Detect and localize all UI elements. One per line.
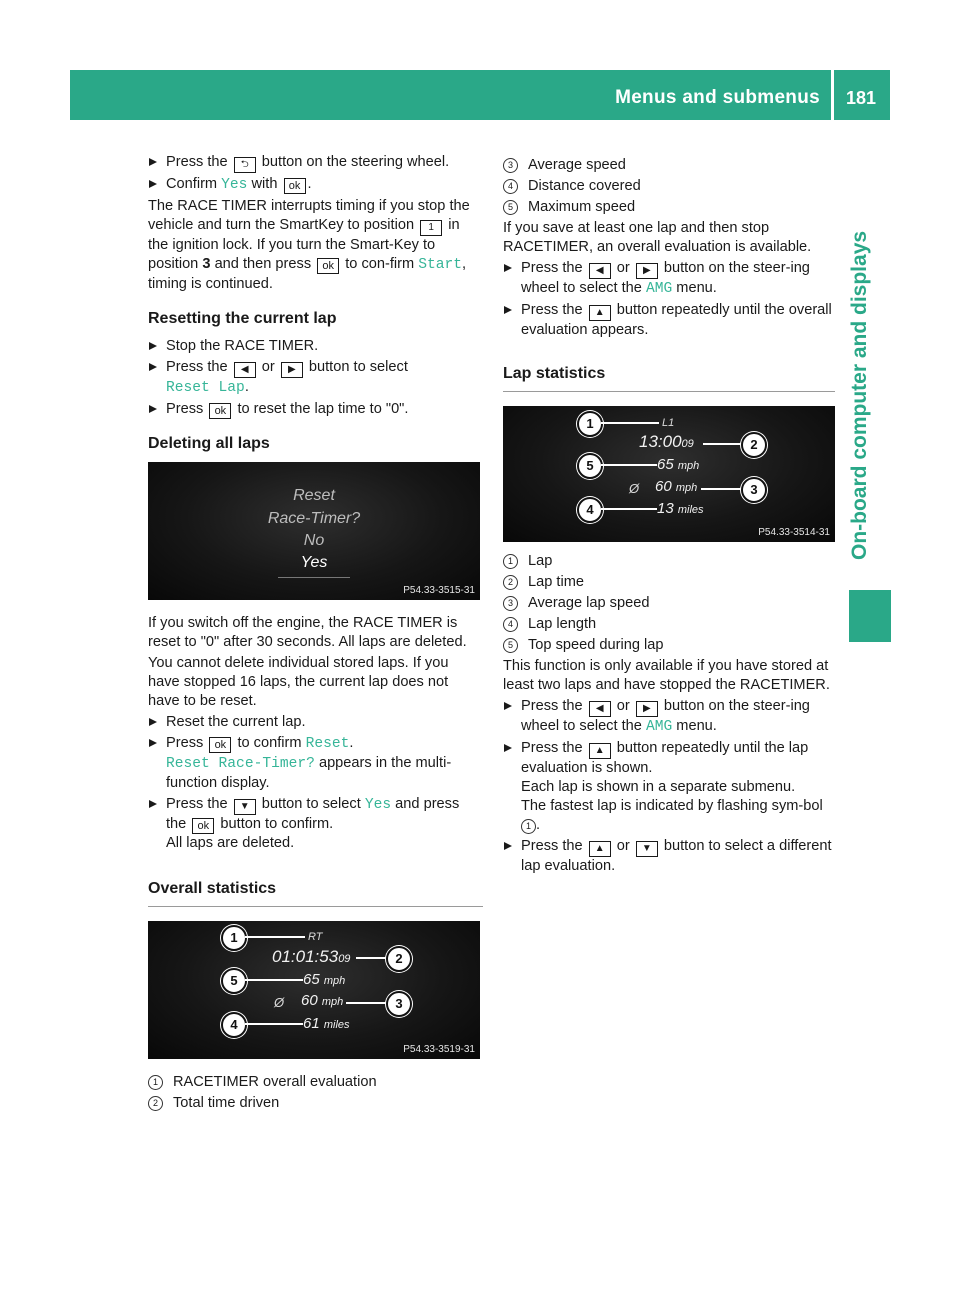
down-arrow-icon: ▼ xyxy=(234,799,256,815)
callout-line xyxy=(701,488,743,490)
legend-text: Lap xyxy=(528,553,553,569)
display-time: 01:01:5309 xyxy=(272,947,351,966)
number-circle-icon: 1 xyxy=(148,1075,163,1090)
legend-item xyxy=(503,198,835,217)
left-arrow-icon: ◀ xyxy=(589,263,611,279)
display-label: RT xyxy=(308,931,323,943)
callout-line xyxy=(245,979,303,981)
number-circle-icon: 5 xyxy=(503,200,518,215)
display-average-speed: 60 mph xyxy=(301,992,344,1009)
callout-line xyxy=(601,464,657,466)
callout-3: 3 xyxy=(741,477,767,503)
reset-display-figure xyxy=(148,462,480,600)
legend-item xyxy=(503,615,835,634)
legend-text: Average speed xyxy=(528,157,626,173)
callout-4: 4 xyxy=(577,497,603,523)
paragraph: If you switch off the engine, the RACE TIMER is reset to "0" after 30 seconds. All laps are deleted. xyxy=(148,615,467,650)
left-arrow-icon: ◀ xyxy=(234,362,256,378)
paragraph: The RACE TIMER interrupts timing if you stop the vehicle and turn the SmartKey to position 1 in the ignition lock. If you turn the Smart-Key to position 3 and then press ok to con-firm Start, timing is continued. xyxy=(148,198,470,292)
right-arrow-icon: ▶ xyxy=(281,362,303,378)
menu-text-reset-race-timer: Reset Race-Timer? xyxy=(166,756,315,772)
callout-5: 5 xyxy=(577,453,603,479)
step: Stop the RACE TIMER. xyxy=(148,337,483,356)
display-line-selected: Yes xyxy=(300,554,328,571)
step: Press ok to reset the lap time to "0". xyxy=(148,400,483,419)
display-distance: 61 miles xyxy=(303,1015,350,1032)
left-arrow-icon: ◀ xyxy=(589,701,611,717)
callout-symbol: 1 xyxy=(521,819,536,834)
number-circle-icon: 3 xyxy=(503,158,518,173)
legend-item xyxy=(503,594,835,613)
left-column xyxy=(148,153,483,1115)
up-arrow-icon: ▲ xyxy=(589,841,611,857)
display-max-speed: 65 mph xyxy=(303,971,346,988)
page-title: Menus and submenus xyxy=(615,87,820,108)
display-max-speed: 65 mph xyxy=(657,456,700,473)
step: Press the ▲ button repeatedly until the lap evaluation is shown. Each lap is shown in a separate submenu. The fastest lap is indicated by flashing sym-bol 1 . xyxy=(503,739,835,835)
number-circle-icon: 4 xyxy=(503,617,518,632)
step: Press the ▲ button repeatedly until the overall evaluation appears. xyxy=(503,301,835,340)
legend-list xyxy=(503,156,835,217)
menu-text-yes: Yes xyxy=(364,797,392,813)
legend-item xyxy=(148,1073,483,1092)
callout-line xyxy=(245,936,305,938)
step: Press ok to confirm Reset. Reset Race-Timer? appears in the multi-function display. xyxy=(148,734,483,793)
up-arrow-icon: ▲ xyxy=(589,743,611,759)
number-circle-icon: 5 xyxy=(503,638,518,653)
callout-line xyxy=(703,443,743,445)
display-average-speed: 60 mph xyxy=(655,478,698,495)
display-distance: 13 miles xyxy=(657,500,704,517)
display-line: Reset xyxy=(293,487,335,504)
callout-5: 5 xyxy=(221,968,247,994)
legend-text: Lap time xyxy=(528,574,584,590)
callout-line xyxy=(245,1023,303,1025)
ok-button-icon: ok xyxy=(192,818,214,834)
menu-text-amg: AMG xyxy=(645,281,673,297)
up-arrow-icon: ▲ xyxy=(589,305,611,321)
overall-statistics-figure xyxy=(148,921,480,1059)
lap-statistics-figure xyxy=(503,406,835,542)
paragraph: If you save at least one lap and then stop RACETIMER, an overall evaluation is available. xyxy=(503,220,812,255)
menu-text-reset: Reset xyxy=(305,736,350,752)
step: Press the ▲ or ▼ button to select a different lap evaluation. xyxy=(503,837,835,876)
callout-line xyxy=(356,957,388,959)
number-circle-icon: 4 xyxy=(503,179,518,194)
figure-code: P54.33-3514-31 xyxy=(758,527,830,538)
step: Press the ◀ or ▶ button to select Reset Lap. xyxy=(148,358,483,398)
legend-item xyxy=(148,1094,483,1113)
legend-text: Maximum speed xyxy=(528,199,636,215)
ok-button-icon: ok xyxy=(209,403,231,419)
callout-1: 1 xyxy=(577,411,603,437)
figure-code: P54.33-3519-31 xyxy=(403,1044,475,1055)
legend-text: Lap length xyxy=(528,616,597,632)
step: Press the ◀ or ▶ button on the steer-ing wheel to select the AMG menu. xyxy=(503,259,835,299)
legend-item xyxy=(503,573,835,592)
display-average-symbol: Ø xyxy=(629,481,640,496)
display-line: No xyxy=(303,532,325,549)
step: Reset the current lap. xyxy=(148,713,483,732)
callout-line xyxy=(601,422,659,424)
legend-item xyxy=(503,156,835,175)
display-average-symbol: Ø xyxy=(274,995,285,1010)
step: Press the ◀ or ▶ button on the steer-ing wheel to select the AMG menu. xyxy=(503,697,835,737)
number-circle-icon: 3 xyxy=(503,596,518,611)
number-circle-icon: 2 xyxy=(503,575,518,590)
number-circle-icon: 1 xyxy=(503,554,518,569)
section-heading: Lap statistics xyxy=(503,364,835,392)
callout-4: 4 xyxy=(221,1012,247,1038)
display-line: Race-Timer? xyxy=(267,510,361,527)
back-button-icon: ⮌ xyxy=(234,157,256,173)
callout-2: 2 xyxy=(386,946,412,972)
selection-underline xyxy=(278,577,350,578)
ok-button-icon: ok xyxy=(284,178,306,194)
paragraph: You cannot delete individual stored laps. If you have stopped 16 laps, the current lap does not have to be reset. xyxy=(148,655,449,709)
side-tab-block xyxy=(849,590,891,642)
section-heading: Overall statistics xyxy=(148,879,483,907)
callout-1: 1 xyxy=(221,925,247,951)
legend-list xyxy=(148,1073,483,1113)
header-divider xyxy=(831,70,834,120)
menu-text-start: Start xyxy=(418,257,463,273)
key-position-icon: 1 xyxy=(420,220,442,236)
menu-text-amg: AMG xyxy=(645,719,673,735)
legend-item xyxy=(503,552,835,571)
section-heading: Resetting the current lap xyxy=(148,310,337,327)
display-time: 13:0009 xyxy=(639,432,694,451)
page-number: 181 xyxy=(845,88,877,108)
legend-text: RACETIMER overall evaluation xyxy=(173,1074,377,1090)
number-circle-icon: 2 xyxy=(148,1096,163,1111)
side-tab-title: On-board computer and displays xyxy=(848,230,871,560)
ok-button-icon: ok xyxy=(209,737,231,753)
right-arrow-icon: ▶ xyxy=(636,263,658,279)
legend-text: Distance covered xyxy=(528,178,641,194)
legend-text: Total time driven xyxy=(173,1095,280,1111)
menu-text-yes: Yes xyxy=(221,177,248,193)
step: Press the ▼ button to select Yes and press the ok button to confirm. All laps are deleted. xyxy=(148,795,483,853)
section-heading: Deleting all laps xyxy=(148,435,270,452)
callout-3: 3 xyxy=(386,991,412,1017)
legend-text: Average lap speed xyxy=(528,595,650,611)
legend-item xyxy=(503,636,835,655)
ok-button-icon: ok xyxy=(317,258,339,274)
step: Press the ⮌ button on the steering wheel. xyxy=(148,153,483,173)
legend-item xyxy=(503,177,835,196)
display-label: L1 xyxy=(662,417,675,429)
step: Confirm Yes with ok . xyxy=(148,175,483,195)
down-arrow-icon: ▼ xyxy=(636,841,658,857)
legend-text: Top speed during lap xyxy=(528,637,664,653)
legend-list xyxy=(503,552,835,655)
callout-line xyxy=(601,508,657,510)
right-arrow-icon: ▶ xyxy=(636,701,658,717)
right-column xyxy=(503,156,835,878)
paragraph: This function is only available if you have stored at least two laps and have stopped the RACETIMER. xyxy=(503,658,830,693)
figure-code: P54.33-3515-31 xyxy=(403,585,475,596)
callout-line xyxy=(346,1002,388,1004)
menu-text-reset-lap: Reset Lap xyxy=(166,380,245,396)
callout-2: 2 xyxy=(741,432,767,458)
